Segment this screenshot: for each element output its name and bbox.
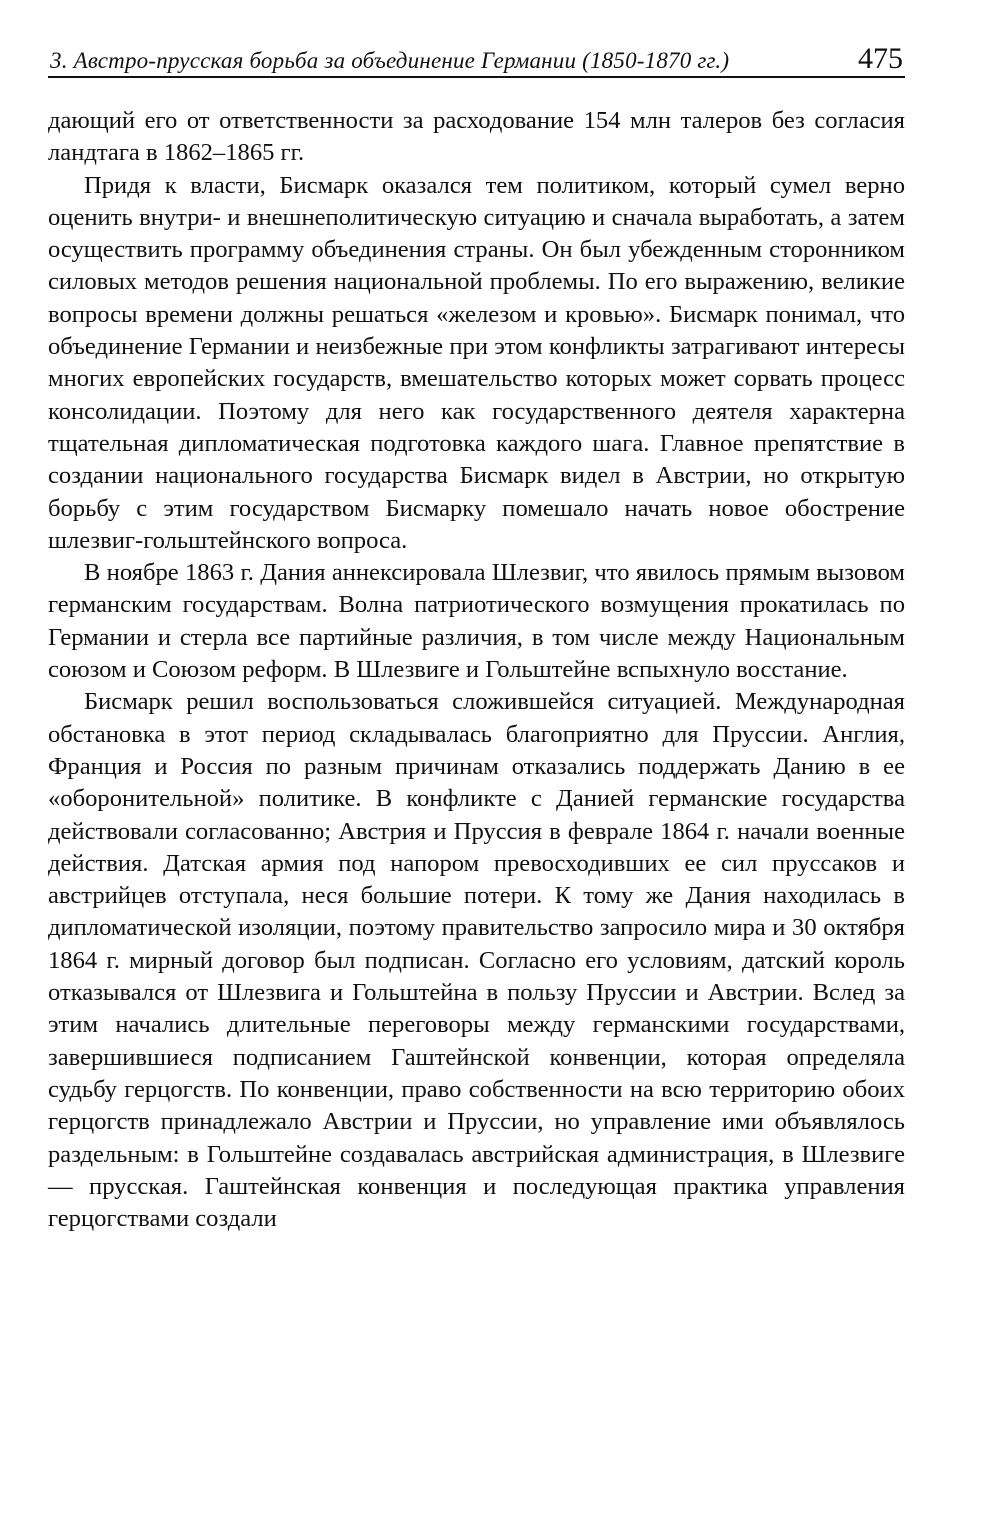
book-page — [48, 30, 905, 1470]
running-header — [48, 30, 905, 78]
paragraph-continued: дающий его от ответственности за расходование 154 млн талеров без согласия ландтага в 1862–1865 гг. — [48, 107, 905, 167]
paragraph-danish-war: Бисмарк решил воспользоваться сложившейся ситуацией. Международная обстановка в этот период складывалась благоприятно для Пруссии. Англия, Франция и Россия по разным причинам отказались поддержать Данию в ее «оборонительной» политике. В конфликте с Данией германские государства действовали согласованно; Австрия и Пруссия в феврале 1864 г. начали военные действия. Датская армия под напором превосходивших ее сил пруссаков и австрийцев отступала, неся большие потери. К тому же Дания находилась в дипломатической изоляции, поэтому правительство запросило мира и 30 октября 1864 г. мирный договор был подписан. Согласно его условиям, датский король отказывался от Шлезвига и Гольштейна в пользу Пруссии и Австрии. Вслед за этим начались длительные переговоры между германскими государствами, завершившиеся подписанием Гаштейнской конвенции, которая определяла судьбу герцогств. По конвенции, право собственности на всю территорию обоих герцогств принадлежало Австрии и Пруссии, но управление ими объявлялось раздельным: в Гольштейне создавалась австрийская администрация, в Шлезвиге — прусская. Гаштейнская конвенция и последующая практика управления герцогствами создали — [48, 688, 905, 1233]
paragraph-schleswig-annexation: В ноябре 1863 г. Дания аннексировала Шлезвиг, что явилось прямым вызовом германским государствам. Волна патриотического возмущения прокатилась по Германии и стерла все партийные различия, в том числе между Национальным союзом и Союзом реформ. В Шлезвиге и Гольштейне вспыхнуло восстание. — [48, 559, 905, 684]
chapter-running-title: 3. Австро-прусская борьба за объединение Германии (1850-1870 гг.) — [50, 48, 730, 73]
paragraph-bismarck-policy: Придя к власти, Бисмарк оказался тем политиком, который сумел верно оценить внутри- и внешнеполитическую ситуацию и сначала выработать, а затем осуществить программу объединения страны. Он был убежденным сторонником силовых методов решения национальной проблемы. По его выражению, великие вопросы времени должны решаться «железом и кровью». Бисмарк понимал, что объединение Германии и неизбежные при этом конфликты затрагивают интересы многих европейских государств, вмешательство которых может сорвать процесс консолидации. Поэтому для него как государственного деятеля характерна тщательная дипломатическая подготовка каждого шага. Главное препятствие в создании национального государства Бисмарк видел в Австрии, но открытую борьбу с этим государством Бисмарку помешало начать новое обострение шлезвиг-гольштейнского вопроса. — [48, 171, 905, 554]
body-text — [48, 105, 905, 1235]
page-number: 475 — [858, 42, 903, 75]
